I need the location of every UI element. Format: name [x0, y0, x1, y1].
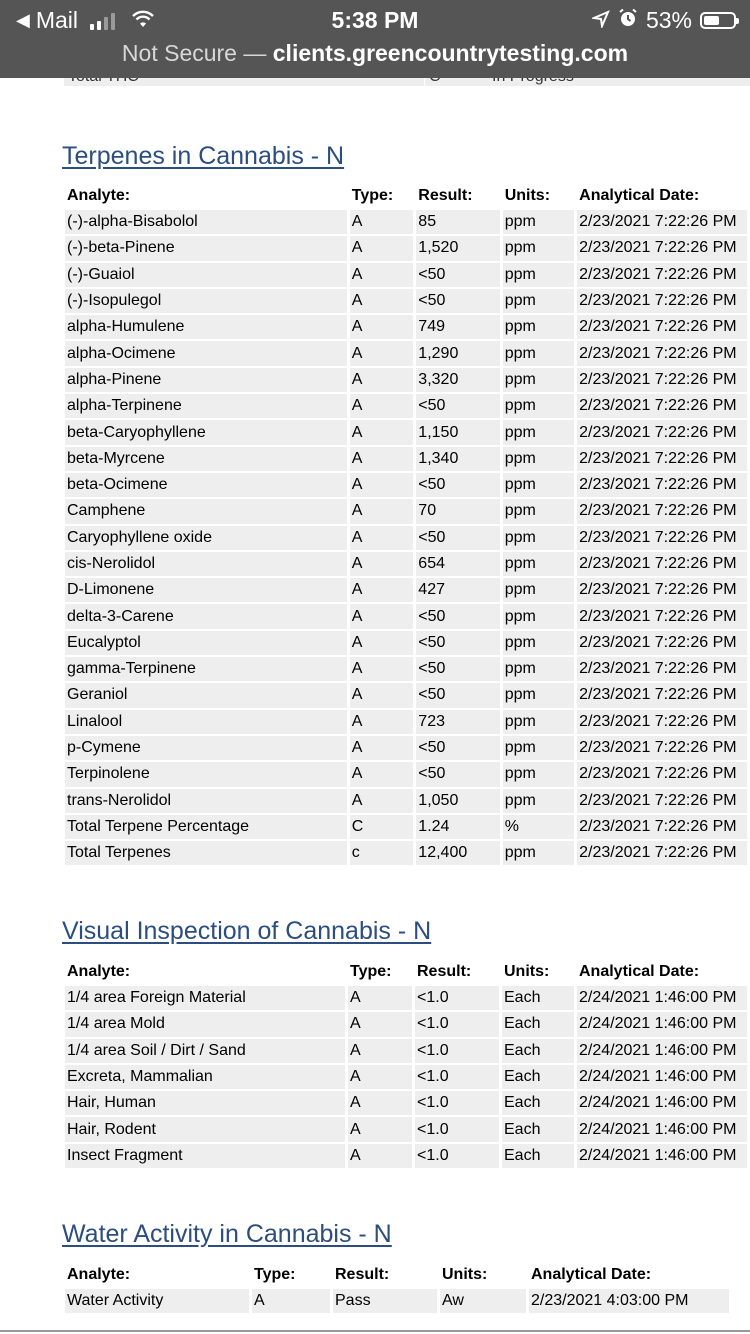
table-cell: Geraniol: [65, 683, 347, 707]
table-cell: <50: [416, 289, 499, 313]
column-header: Type:: [254, 1266, 296, 1283]
table-cell: A: [350, 631, 414, 655]
table-cell: 2/24/2021 1:46:00 PM: [577, 1065, 747, 1089]
table-cell: Each: [502, 986, 574, 1010]
table-cell: A: [350, 447, 414, 471]
table-cell: <1.0: [415, 1012, 499, 1036]
table-cell: <50: [416, 394, 499, 418]
table-cell: ppm: [503, 499, 574, 523]
table-cell: <50: [416, 263, 499, 287]
table-cell: 2/23/2021 7:22:26 PM: [577, 631, 747, 655]
table-row: [65, 789, 747, 813]
table-cell: A: [348, 1012, 412, 1036]
table-cell: A: [348, 1039, 412, 1063]
table-cell: Linalool: [65, 710, 347, 734]
column-header: Units:: [442, 1266, 488, 1283]
table-row: [65, 552, 747, 576]
table-cell: <50: [416, 657, 499, 681]
status-time: 5:38 PM: [331, 7, 419, 33]
table-cell: 1,340: [416, 447, 499, 471]
table-cell: 70: [416, 499, 499, 523]
column-header: Type:: [351, 187, 394, 204]
terpenes-section-title[interactable]: Terpenes in Cannabis - N: [62, 142, 345, 170]
table-cell: ppm: [503, 762, 574, 786]
table-cell: 1,520: [416, 236, 499, 260]
table-cell: A: [348, 986, 412, 1010]
table-cell: A: [350, 499, 414, 523]
table-cell: <1.0: [415, 1039, 499, 1063]
table-cell: ppm: [503, 841, 574, 865]
table-cell: 654: [416, 552, 499, 576]
table-cell: p-Cymene: [65, 736, 347, 760]
table-cell: 2/23/2021 7:22:26 PM: [577, 210, 747, 234]
table-cell: Water Activity: [65, 1289, 249, 1313]
table-row: [65, 341, 747, 365]
table-row: [65, 604, 747, 628]
table-cell: <1.0: [415, 1065, 499, 1089]
table-cell: (-)-beta-Pinene: [65, 236, 347, 260]
table-row: [65, 315, 747, 339]
table-cell: alpha-Pinene: [65, 368, 347, 392]
table-cell: 2/23/2021 7:22:26 PM: [577, 841, 747, 865]
table-cell: A: [350, 473, 414, 497]
table-cell: 427: [416, 578, 499, 602]
table-cell: Caryophyllene oxide: [65, 526, 347, 550]
table-cell: <50: [416, 736, 499, 760]
table-cell: 1.24: [416, 815, 499, 839]
table-cell: Each: [502, 1039, 574, 1063]
table-cell: 2/24/2021 1:46:00 PM: [577, 1144, 747, 1168]
table-cell: Aw: [440, 1289, 526, 1313]
table-row: [65, 683, 747, 707]
table-cell: Eucalyptol: [65, 631, 347, 655]
table-cell: (-)-Isopulegol: [65, 289, 347, 313]
table-cell: ppm: [503, 631, 574, 655]
table-cell: 1,150: [416, 420, 499, 444]
water-section-title[interactable]: Water Activity in Cannabis - N: [62, 1220, 392, 1248]
table-row: [65, 499, 747, 523]
terpenes-table: [62, 182, 750, 867]
table-cell: ppm: [503, 341, 574, 365]
back-arrow-icon: ◀: [16, 10, 30, 30]
table-cell: 2/23/2021 4:03:00 PM: [529, 1289, 729, 1313]
column-header: Type:: [350, 963, 392, 980]
table-header-row: [65, 1263, 729, 1287]
table-cell: 2/23/2021 7:22:26 PM: [577, 710, 747, 734]
table-cell: 3,320: [416, 368, 499, 392]
table-cell: A: [350, 762, 414, 786]
table-cell: alpha-Ocimene: [65, 341, 347, 365]
table-cell: 2/23/2021 7:22:26 PM: [577, 736, 747, 760]
table-cell: Total Terpene Percentage: [65, 815, 347, 839]
table-cell: A: [350, 604, 414, 628]
table-cell: ppm: [503, 368, 574, 392]
battery-icon: [700, 12, 736, 29]
table-cell: ppm: [503, 236, 574, 260]
table-row: [65, 710, 747, 734]
table-cell: 2/23/2021 7:22:26 PM: [577, 341, 747, 365]
table-cell: Each: [502, 1091, 574, 1115]
water-activity-table: [62, 1261, 732, 1315]
table-cell: ppm: [503, 394, 574, 418]
table-cell: <1.0: [415, 986, 499, 1010]
table-cell: A: [348, 1117, 412, 1141]
table-cell: Terpinolene: [65, 762, 347, 786]
table-cell: 749: [416, 315, 499, 339]
table-cell: 2/23/2021 7:22:26 PM: [577, 657, 747, 681]
table-cell: ppm: [503, 789, 574, 813]
table-cell: 2/23/2021 7:22:26 PM: [577, 447, 747, 471]
table-cell: Each: [502, 1117, 574, 1141]
battery-fill: [704, 16, 719, 25]
table-cell: alpha-Humulene: [65, 315, 347, 339]
table-row: [65, 1039, 747, 1063]
visual-inspection-table: [62, 958, 750, 1170]
bottom-divider: [0, 1330, 750, 1332]
table-cell: 2/23/2021 7:22:26 PM: [577, 604, 747, 628]
table-cell: Excreta, Mammalian: [65, 1065, 345, 1089]
table-row: [65, 1144, 747, 1168]
table-cell: 2/24/2021 1:46:00 PM: [577, 986, 747, 1010]
table-cell: Each: [502, 1065, 574, 1089]
table-cell: A: [350, 552, 414, 576]
table-cell: trans-Nerolidol: [65, 789, 347, 813]
table-cell: ppm: [503, 736, 574, 760]
table-cell: alpha-Terpinene: [65, 394, 347, 418]
table-cell: 1/4 area Soil / Dirt / Sand: [65, 1039, 345, 1063]
table-cell: A: [252, 1289, 330, 1313]
table-cell: ppm: [503, 473, 574, 497]
table-row: [65, 657, 747, 681]
table-cell: 2/23/2021 7:22:26 PM: [577, 552, 747, 576]
table-cell: ppm: [503, 315, 574, 339]
table-cell: A: [350, 578, 414, 602]
table-cell: 2/23/2021 7:22:26 PM: [577, 762, 747, 786]
table-header-row: [65, 184, 747, 208]
table-cell: cis-Nerolidol: [65, 552, 347, 576]
table-cell: 2/23/2021 7:22:26 PM: [577, 683, 747, 707]
table-row: [65, 473, 747, 497]
table-cell: ppm: [503, 657, 574, 681]
location-arrow-icon: [592, 7, 610, 34]
table-cell: 2/23/2021 7:22:26 PM: [577, 368, 747, 392]
table-cell: A: [350, 710, 414, 734]
table-cell: A: [350, 341, 414, 365]
table-cell: 85: [416, 210, 499, 234]
table-cell: %: [503, 815, 574, 839]
table-cell: ppm: [503, 683, 574, 707]
table-row: [65, 526, 747, 550]
table-cell: 1,290: [416, 341, 499, 365]
table-cell: 2/23/2021 7:22:26 PM: [577, 315, 747, 339]
table-row: [65, 210, 747, 234]
table-cell: A: [350, 420, 414, 444]
table-cell: A: [350, 210, 414, 234]
table-cell: A: [350, 315, 414, 339]
table-cell: ppm: [503, 526, 574, 550]
table-cell: Each: [502, 1012, 574, 1036]
table-cell: A: [350, 736, 414, 760]
table-row: [65, 986, 747, 1010]
url-bar[interactable]: [0, 40, 750, 67]
table-cell: A: [350, 289, 414, 313]
table-header-row: [65, 960, 747, 984]
table-cell: ppm: [503, 604, 574, 628]
table-row: [65, 420, 747, 444]
table-cell: A: [348, 1065, 412, 1089]
table-cell: beta-Caryophyllene: [65, 420, 347, 444]
table-cell: <50: [416, 762, 499, 786]
alarm-icon: [618, 7, 638, 34]
table-cell: A: [350, 526, 414, 550]
column-header: Result:: [335, 1266, 390, 1283]
table-cell: 2/23/2021 7:22:26 PM: [577, 263, 747, 287]
table-row: [65, 578, 747, 602]
column-header: Analyte:: [67, 963, 131, 980]
url-domain: clients.greencountrytesting.com: [272, 40, 629, 66]
column-header: Units:: [504, 187, 551, 204]
table-cell: 723: [416, 710, 499, 734]
table-row: [65, 289, 747, 313]
table-cell: ppm: [503, 447, 574, 471]
table-row: [65, 263, 747, 287]
table-cell: ppm: [503, 710, 574, 734]
table-cell: 2/23/2021 7:22:26 PM: [577, 526, 747, 550]
table-cell: Pass: [333, 1289, 437, 1313]
table-cell: 2/23/2021 7:22:26 PM: [577, 394, 747, 418]
table-row: [65, 368, 747, 392]
table-cell: <50: [416, 683, 499, 707]
table-cell: <50: [416, 604, 499, 628]
column-header: Result:: [417, 963, 472, 980]
table-row: [65, 631, 747, 655]
table-cell: A: [348, 1144, 412, 1168]
table-row: [65, 736, 747, 760]
back-app-label: Mail: [35, 7, 79, 33]
table-cell: Hair, Rodent: [65, 1117, 345, 1141]
column-header: Result:: [418, 187, 473, 204]
table-cell: A: [350, 789, 414, 813]
table-cell: <50: [416, 473, 499, 497]
table-cell: <1.0: [415, 1144, 499, 1168]
table-cell: beta-Myrcene: [65, 447, 347, 471]
table-cell: A: [350, 683, 414, 707]
table-cell: Total Terpenes: [65, 841, 347, 865]
table-cell: 1,050: [416, 789, 499, 813]
table-cell: <1.0: [415, 1091, 499, 1115]
table-cell: Insect Fragment: [65, 1144, 345, 1168]
table-cell: 12,400: [416, 841, 499, 865]
column-header: Analyte:: [67, 1266, 131, 1283]
security-label: Not Secure —: [121, 40, 267, 66]
table-cell: Hair, Human: [65, 1091, 345, 1115]
table-cell: delta-3-Carene: [65, 604, 347, 628]
table-cell: 2/23/2021 7:22:26 PM: [577, 789, 747, 813]
table-row: [65, 394, 747, 418]
table-cell: D-Limonene: [65, 578, 347, 602]
table-cell: A: [350, 263, 414, 287]
table-cell: <1.0: [415, 1117, 499, 1141]
table-cell: A: [350, 657, 414, 681]
column-header: Analytical Date:: [531, 1266, 652, 1283]
table-cell: ppm: [503, 420, 574, 444]
status-right: [592, 7, 736, 34]
status-bar: [0, 0, 750, 40]
table-cell: Each: [502, 1144, 574, 1168]
column-header: Analytical Date:: [579, 187, 700, 204]
table-cell: 1/4 area Foreign Material: [65, 986, 345, 1010]
table-cell: 2/24/2021 1:46:00 PM: [577, 1091, 747, 1115]
table-cell: c: [350, 841, 414, 865]
table-cell: 2/24/2021 1:46:00 PM: [577, 1012, 747, 1036]
table-cell: 2/23/2021 7:22:26 PM: [577, 420, 747, 444]
visual-section-title[interactable]: Visual Inspection of Cannabis - N: [62, 917, 432, 945]
table-row: [65, 841, 747, 865]
battery-percent: 53%: [645, 7, 692, 33]
table-cell: 2/23/2021 7:22:26 PM: [577, 289, 747, 313]
table-cell: ppm: [503, 289, 574, 313]
table-cell: gamma-Terpinene: [65, 657, 347, 681]
browser-top-bar: [0, 0, 750, 78]
table-row: [65, 1012, 747, 1036]
table-cell: A: [350, 236, 414, 260]
table-cell: <50: [416, 526, 499, 550]
table-cell: 2/23/2021 7:22:26 PM: [577, 473, 747, 497]
column-header: Units:: [504, 963, 550, 980]
table-cell: ppm: [503, 263, 574, 287]
table-cell: 2/23/2021 7:22:26 PM: [577, 815, 747, 839]
column-header: Analyte:: [67, 187, 131, 204]
table-row: [65, 447, 747, 471]
table-cell: Camphene: [65, 499, 347, 523]
table-row: [65, 236, 747, 260]
table-row: [65, 1065, 747, 1089]
table-cell: A: [350, 394, 414, 418]
table-cell: 1/4 area Mold: [65, 1012, 345, 1036]
table-cell: 2/23/2021 7:22:26 PM: [577, 236, 747, 260]
table-cell: A: [350, 368, 414, 392]
table-row: [65, 1289, 729, 1313]
table-row: [65, 762, 747, 786]
table-cell: 2/24/2021 1:46:00 PM: [577, 1117, 747, 1141]
table-cell: A: [348, 1091, 412, 1115]
column-header: Analytical Date:: [579, 963, 700, 980]
table-cell: 2/23/2021 7:22:26 PM: [577, 499, 747, 523]
table-row: [65, 1091, 747, 1115]
table-row: [65, 815, 747, 839]
table-cell: 2/24/2021 1:46:00 PM: [577, 1039, 747, 1063]
table-cell: <50: [416, 631, 499, 655]
table-cell: beta-Ocimene: [65, 473, 347, 497]
table-cell: ppm: [503, 210, 574, 234]
table-cell: ppm: [503, 578, 574, 602]
table-row: [65, 1117, 747, 1141]
table-cell: 2/23/2021 7:22:26 PM: [577, 578, 747, 602]
table-cell: ppm: [503, 552, 574, 576]
table-cell: (-)-alpha-Bisabolol: [65, 210, 347, 234]
table-cell: C: [350, 815, 414, 839]
table-cell: (-)-Guaiol: [65, 263, 347, 287]
